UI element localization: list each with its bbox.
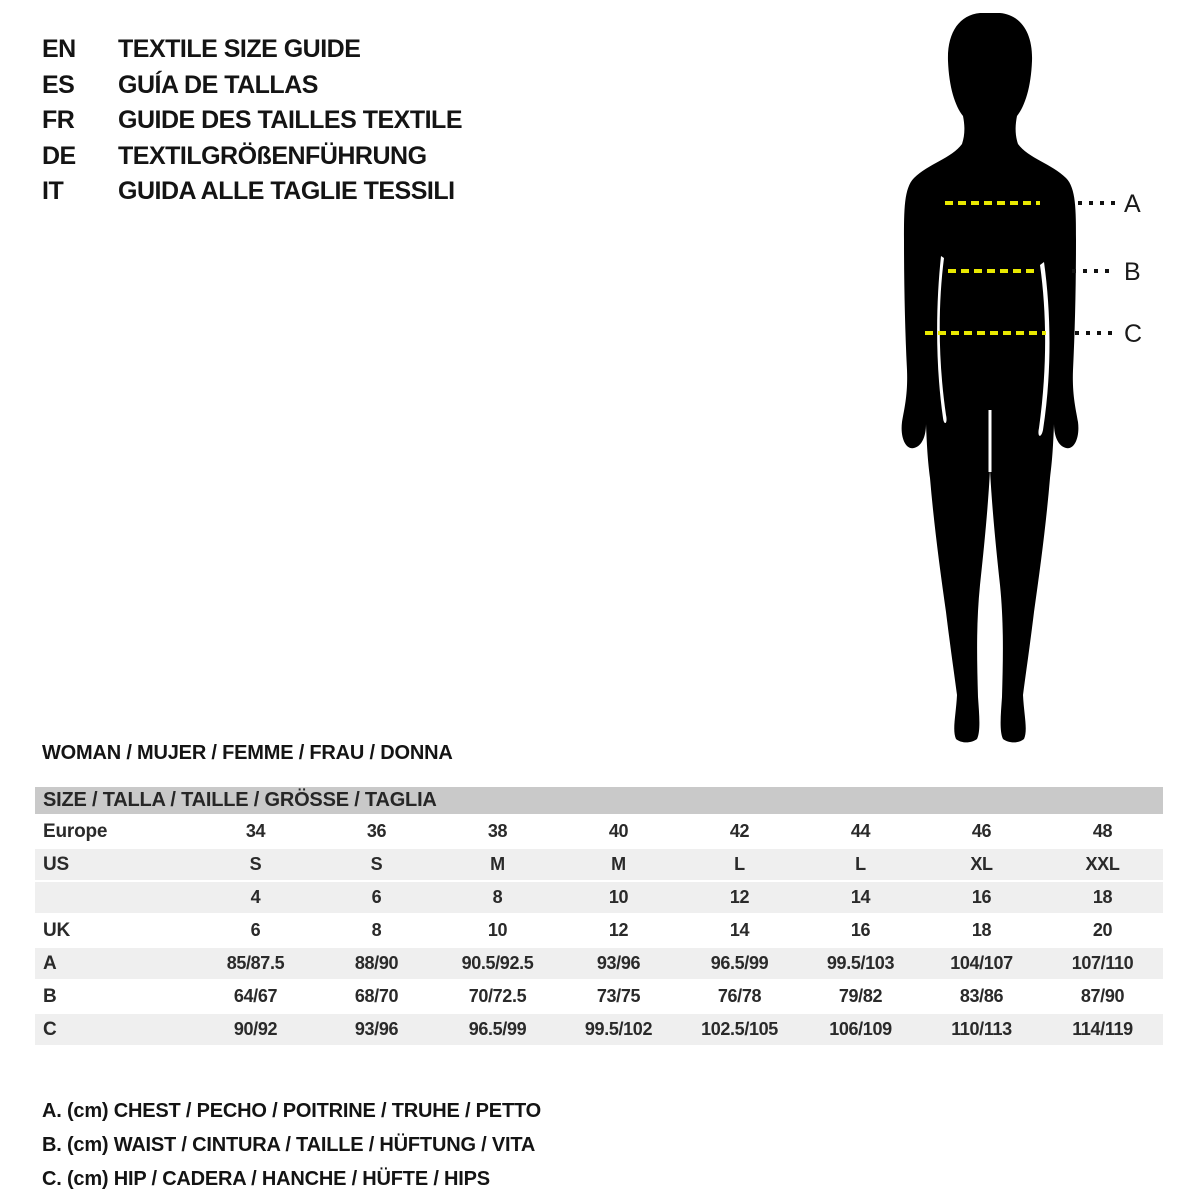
table-cell: 36: [366, 821, 387, 841]
table-cell: 42: [729, 821, 750, 841]
guide-title: GUÍA DE TALLAS: [118, 70, 318, 99]
table-cell: 96.5/99: [468, 1019, 527, 1039]
row-label: C: [43, 1018, 57, 1040]
table-cell: S: [370, 854, 383, 874]
language-row-es: [42, 68, 462, 104]
language-code: FR: [42, 106, 75, 135]
legs-gap-line: [989, 410, 992, 472]
table-cell: 107/110: [1071, 953, 1134, 973]
woman-silhouette-svg: [860, 0, 1160, 760]
hip-label: C: [1124, 320, 1143, 348]
table-header-size: SIZE / TALLA / TAILLE / GRÖSSE / TAGLIA: [35, 787, 1163, 814]
table-cell: 16: [971, 887, 992, 907]
table-cell: 99.5/103: [826, 953, 895, 973]
language-code: EN: [42, 35, 76, 64]
table-cell: 90/92: [233, 1019, 278, 1039]
table-row-chest-a: [35, 948, 1163, 979]
table-cell: 79/82: [838, 986, 883, 1006]
table-cell: 104/107: [950, 953, 1013, 973]
table-cell: 110/113: [951, 1019, 1012, 1039]
table-cell: 93/96: [354, 1019, 399, 1039]
row-label: UK: [43, 919, 71, 941]
table-cell: 64/67: [233, 986, 278, 1006]
table-cell: 93/96: [596, 953, 641, 973]
size-table: [35, 787, 1163, 1047]
legend-waist: B. (cm) WAIST / CINTURA / TAILLE / HÜFTUNG / VITA: [42, 1134, 536, 1156]
table-row-us-numeric: [35, 882, 1163, 913]
row-label: Europe: [43, 820, 108, 842]
table-cell: L: [734, 854, 745, 874]
guide-title: TEXTILGRÖßENFÜHRUNG: [118, 141, 427, 170]
table-cell: 14: [850, 887, 871, 907]
table-cell: 16: [850, 920, 871, 940]
table-cell: 34: [245, 821, 266, 841]
table-cell: 12: [608, 920, 629, 940]
table-cell: 18: [1092, 887, 1113, 907]
table-cell: 85/87.5: [226, 953, 285, 973]
table-cell: 96.5/99: [710, 953, 769, 973]
language-title-list: [42, 32, 462, 210]
table-cell: L: [855, 854, 866, 874]
table-cell: 99.5/102: [584, 1019, 653, 1039]
table-cell: 38: [487, 821, 508, 841]
table-cell: S: [249, 854, 262, 874]
table-cell: 20: [1092, 920, 1113, 940]
table-cell: 44: [850, 821, 871, 841]
table-cell: 68/70: [354, 986, 399, 1006]
table-cell: M: [611, 854, 626, 874]
language-code: DE: [42, 141, 76, 170]
table-cell: 8: [492, 887, 503, 907]
table-cell: 87/90: [1080, 986, 1125, 1006]
table-row-hip-c: [35, 1014, 1163, 1045]
table-cell: 12: [729, 887, 750, 907]
section-title-woman: WOMAN / MUJER / FEMME / FRAU / DONNA: [42, 742, 453, 764]
chest-label: A: [1124, 190, 1141, 218]
guide-title: TEXTILE SIZE GUIDE: [118, 35, 361, 64]
table-cell: 6: [250, 920, 261, 940]
guide-title: GUIDA ALLE TAGLIE TESSILI: [118, 177, 455, 206]
language-code: IT: [42, 177, 64, 206]
table-cell: 102.5/105: [701, 1019, 778, 1039]
table-cell: 8: [371, 920, 382, 940]
table-cell: 6: [371, 887, 382, 907]
guide-title: GUIDE DES TAILLES TEXTILE: [118, 106, 463, 135]
table-cell: 73/75: [596, 986, 641, 1006]
language-row-it: [42, 174, 462, 210]
row-label: B: [43, 985, 57, 1007]
table-cell: 88/90: [354, 953, 399, 973]
table-cell: 10: [608, 887, 629, 907]
table-cell: 83/86: [959, 986, 1004, 1006]
legend-hip: C. (cm) HIP / CADERA / HANCHE / HÜFTE / HIPS: [42, 1168, 490, 1190]
table-cell: XL: [970, 854, 993, 874]
table-row-uk: [35, 915, 1163, 946]
table-cell: 14: [729, 920, 750, 940]
row-label: A: [43, 952, 57, 974]
table-cell: 106/109: [829, 1019, 892, 1039]
row-label: US: [43, 853, 70, 875]
table-cell: 4: [250, 887, 261, 907]
table-row-waist-b: [35, 981, 1163, 1012]
body-measurement-figure: [860, 0, 1160, 760]
table-cell: 18: [971, 920, 992, 940]
woman-silhouette: [902, 13, 1079, 742]
table-row-us-letter: [35, 849, 1163, 880]
table-cell: 76/78: [717, 986, 762, 1006]
measurement-legend: [42, 1094, 541, 1196]
language-row-de: [42, 139, 462, 175]
legend-chest: A. (cm) CHEST / PECHO / POITRINE / TRUHE / PETTO: [42, 1100, 541, 1122]
table-cell: 10: [487, 920, 508, 940]
table-cell: 90.5/92.5: [461, 953, 534, 973]
language-row-en: [42, 32, 462, 68]
language-row-fr: [42, 103, 462, 139]
table-cell: XXL: [1085, 854, 1120, 874]
language-code: ES: [42, 70, 75, 99]
table-cell: M: [490, 854, 505, 874]
waist-label: B: [1124, 258, 1141, 286]
table-row-europe: [35, 816, 1163, 847]
table-cell: 70/72.5: [468, 986, 527, 1006]
table-cell: 40: [608, 821, 629, 841]
table-cell: 46: [971, 821, 992, 841]
table-cell: 48: [1092, 821, 1113, 841]
table-cell: 114/119: [1072, 1019, 1133, 1039]
